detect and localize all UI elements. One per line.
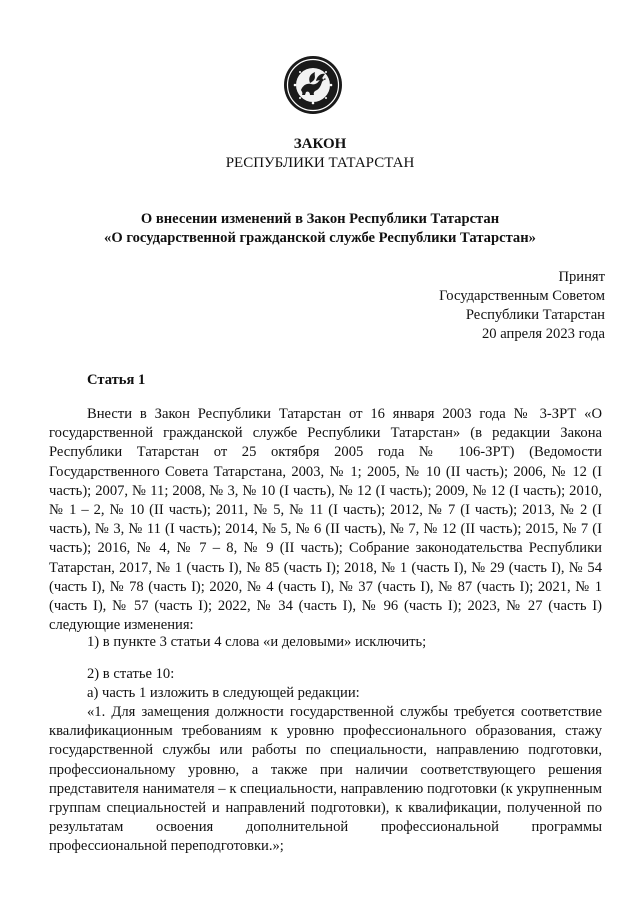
adoption-line-3: Республики Татарстан <box>465 307 605 323</box>
quote-paragraph: «1. Для замещения должности государственной службы требуется соответствие квалификационным требованиям к уровню профессионального образования, стажу государственной службы или работы по специальности, направлению подготовки, профессиональному уровню, а также при наличии соответствующего решения представителя нанимателя – к специальности, направлению подготовки (к укрупненным группам специальностей и направлений подготовки), к квалификации, полученной по результатам освоения дополнительной профессиональной программы профессиональной переподготовки.»; <box>49 704 602 855</box>
coat-of-arms-emblem <box>283 55 343 115</box>
republic-label: РЕСПУБЛИКИ ТАТАРСТАН <box>225 155 415 171</box>
amendment-item-2: 2) в статье 10: <box>87 666 175 682</box>
adoption-line-2: Государственным Советом <box>439 288 605 304</box>
law-label: ЗАКОН <box>293 136 347 152</box>
law-title-line-2: «О государственной гражданской службе Республики Татарстан» <box>104 230 536 246</box>
adoption-block <box>439 268 605 344</box>
article-heading: Статья 1 <box>87 372 146 388</box>
amendment-item-1: 1) в пункте 3 статьи 4 слова «и деловыми» исключить; <box>87 634 427 650</box>
adoption-date: 20 апреля 2023 года <box>482 326 605 342</box>
amendment-item-2a: а) часть 1 изложить в следующей редакции: <box>87 685 360 701</box>
intro-paragraph: Внести в Закон Республики Татарстан от 16 января 2003 года № 3-ЗРТ «О государственной гражданской службе Республики Татарстан» (в редакции Закона Республики Татарстан от 25 октября 2005 года № 106-ЗРТ) (Ведомости Государственного Совета Татарстана, 2003, № 1; 2005, № 10 (II часть); 2006, № 12 (I часть); 2007, № 11; 2008, № 3, № 10 (I часть), № 12 (I часть); 2009, № 12 (I часть); 2010, № 1 – 2, № 10 (II часть); 2011, № 5, № 11 (I часть); 2012, № 7 (I часть); 2013, № 2 (I часть), № 3, № 11 (I часть); 2014, № 5, № 6 (II часть), № 7, № 12 (II часть); 2015, № 7 (I часть); 2016, № 4, № 7 – 8, № 9 (II часть); Собрание законодательства Республики Татарстан, 2017, № 1 (часть I), № 85 (часть I); 2018, № 1 (часть I), № 29 (часть I), № 54 (часть I), № 78 (часть I); 2020, № 4 (часть I), № 37 (часть I), № 87 (часть I); 2021, № 1 (часть I), № 57 (часть I); 2022, № 34 (часть I), № 96 (часть I); 2023, № 27 (часть I) следующие изменения: <box>49 406 602 634</box>
law-title-line-1: О внесении изменений в Закон Республики Татарстан <box>140 211 500 227</box>
adoption-line-1: Принят <box>558 269 605 285</box>
